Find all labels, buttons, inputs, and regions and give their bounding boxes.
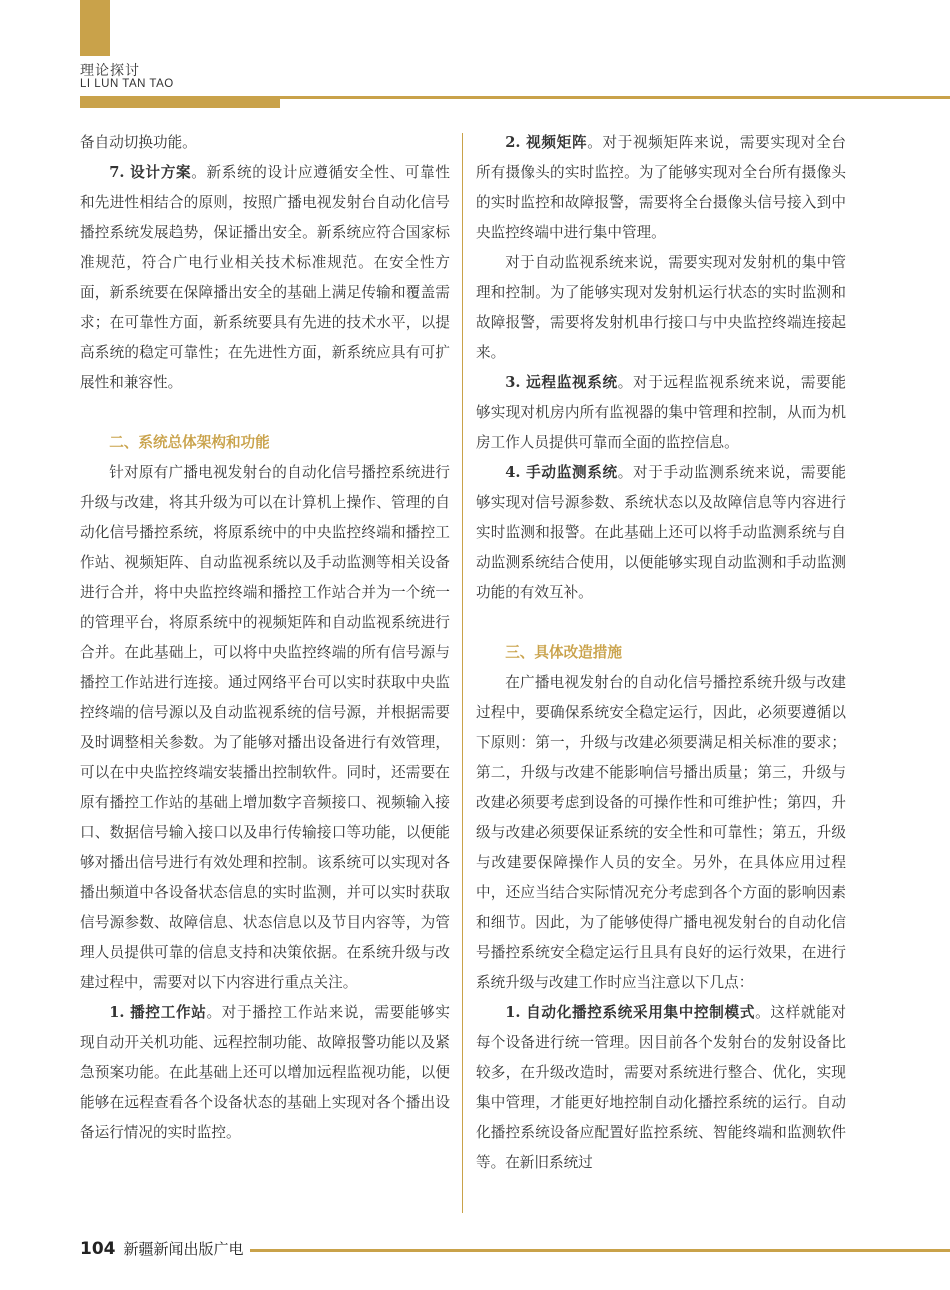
paragraph: 针对原有广播电视发射台的自动化信号播控系统进行升级与改建，将其升级为可以在计算机上操作、管理的自动化信号播控系统，将原系统中的中央监控终端和播控工作站、视频矩阵、自动监视系统以及手动监测等相关设备进行合并，将中央监控终端和播控工作站合并为一个统一的管理平台，将原系统中的视频矩阵和自动监视系统进行合并。在此基础上，可以将中央监控终端的所有信号源与播控工作站进行连接。通过网络平台可以实时获取中央监控终端的信号源以及自动监视系统的信号源，并根据需要及时调整相关参数。为了能够对播出设备进行有效管理，可以在中央监控终端安装播出控制软件。同时，还需要在原有播控工作站的基础上增加数字音频接口、视频输入接口、数据信号输入接口以及串行传输接口等功能，以便能够对播出信号进行有效处理和控制。该系统可以实现对各播出频道中各设备状态信息的实时监测，并可以实时获取信号源参数、故障信息、状态信息以及节目内容等，为管理人员提供可靠的信息支持和决策依据。在系统升级与改建过程中，需要对以下内容进行重点关注。	[80, 464, 450, 991]
subheading-label: 1. 播控工作站	[109, 1004, 207, 1021]
column-divider	[462, 133, 463, 1213]
publication-name: 新疆新闻出版广电	[123, 1240, 244, 1258]
paragraph-text: 。对于手动监测系统来说，需要能够实现对信号源参数、系统状态以及故障信息等内容进行实时监测和报警。在此基础上还可以将手动监测系统与自动监测系统结合使用，以便能够实现自动监测和手动监测功能的有效互补。	[476, 464, 846, 601]
paragraph-text: 。对于远程监视系统来说，需要能够实现对机房内所有监视器的集中管理和控制，从而为机房工作人员提供可靠而全面的监控信息。	[476, 374, 846, 451]
paragraph: 备自动切换功能。	[80, 134, 197, 151]
paragraph	[80, 998, 450, 1148]
left-column	[80, 128, 450, 1148]
paragraph	[476, 998, 846, 1178]
paragraph-text: 。对于视频矩阵来说，需要实现对全台所有摄像头的实时监控。为了能够实现对全台所有摄像头的实时监控和故障报警，需要将全台摄像头信号接入到中央监控终端中进行集中管理。	[476, 134, 846, 241]
footer-rule	[250, 1249, 950, 1252]
subheading-label: 4. 手动监测系统	[505, 464, 618, 481]
paragraph	[476, 368, 846, 458]
section-heading: 三、具体改造措施	[505, 644, 622, 661]
subheading-label: 2. 视频矩阵	[505, 134, 588, 151]
header-gold-tab	[80, 0, 110, 56]
header-gold-bar	[80, 99, 280, 108]
paragraph-text: 。新系统的设计应遵循安全性、可靠性和先进性相结合的原则，按照广播电视发射台自动化信号播控系统发展趋势，保证播出安全。新系统应符合国家标准规范，符合广电行业相关技术标准规范。在安全性方面，新系统要在保障播出安全的基础上满足传输和覆盖需求；在可靠性方面，新系统要具有先进的技术水平，以提高系统的稳定可靠性；在先进性方面，新系统应具有可扩展性和兼容性。	[80, 164, 450, 391]
paragraph	[476, 128, 846, 248]
subheading-label: 1. 自动化播控系统采用集中控制模式	[505, 1004, 756, 1021]
section-heading: 二、系统总体架构和功能	[109, 434, 270, 451]
right-column	[476, 128, 846, 1178]
subheading-label: 3. 远程监视系统	[505, 374, 618, 391]
paragraph-text: 。这样就能对每个设备进行统一管理。因目前各个发射台的发射设备比较多，在升级改造时，需要对系统进行整合、优化，实现集中管理，才能更好地控制自动化播控系统的运行。自动化播控系统设备应配置好监控系统、智能终端和监测软件等。在新旧系统过	[476, 1004, 846, 1171]
section-title-cn: 理论探讨	[80, 63, 140, 79]
paragraph-text: 。对于播控工作站来说，需要能够实现自动开关机功能、远程控制功能、故障报警功能以及紧急预案功能。在此基础上还可以增加远程监视功能，以便能够在远程查看各个设备状态的基础上实现对各个播出设备运行情况的实时监控。	[80, 1004, 450, 1141]
paragraph: 在广播电视发射台的自动化信号播控系统升级与改建过程中，要确保系统安全稳定运行，因此，必须要遵循以下原则：第一，升级与改建必须要满足相关标准的要求；第二，升级与改建不能影响信号播出质量；第三，升级与改建必须要考虑到设备的可操作性和可维护性；第四，升级与改建必须要保证系统的安全性和可靠性；第五，升级与改建要保障操作人员的安全。另外，在具体应用过程中，还应当结合实际情况充分考虑到各个方面的影响因素和细节。因此，为了能够使得广播电视发射台的自动化信号播控系统安全稳定运行且具有良好的运行效果，在进行系统升级与改建工作时应当注意以下几点：	[476, 674, 846, 991]
subheading-label: 7. 设计方案	[109, 164, 192, 181]
paragraph	[476, 458, 846, 608]
page-number: 104	[80, 1238, 116, 1259]
paragraph: 对于自动监视系统来说，需要实现对发射机的集中管理和控制。为了能够实现对发射机运行状态的实时监测和故障报警，需要将发射机串行接口与中央监控终端连接起来。	[476, 254, 846, 361]
paragraph	[80, 158, 450, 398]
section-title-en: LI LUN TAN TAO	[80, 78, 174, 90]
page-footer	[80, 1238, 244, 1259]
